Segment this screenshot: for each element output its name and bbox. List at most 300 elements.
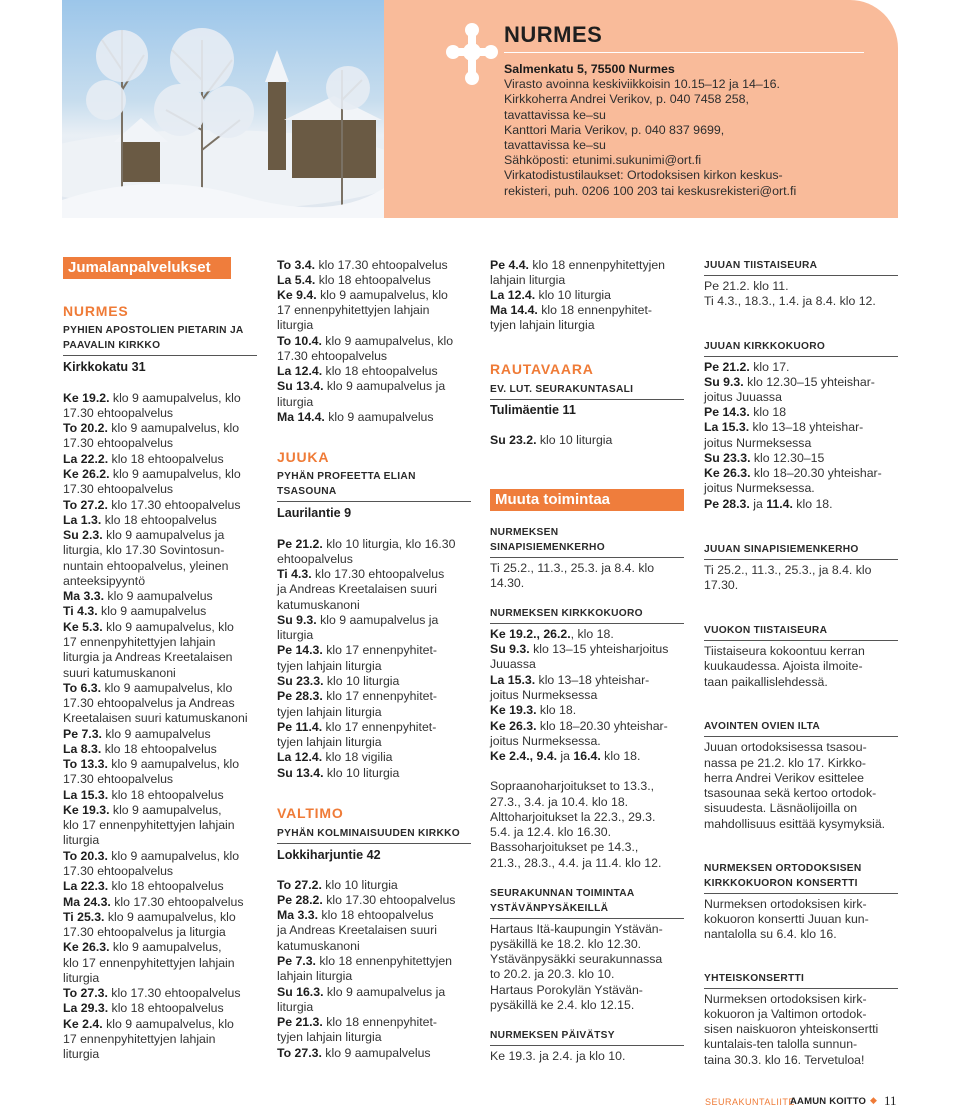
schedule-line: [63, 436, 173, 451]
event-date: To 27.3.: [63, 986, 108, 1000]
event-details: liturgia: [277, 1000, 314, 1014]
event-details: klo 9 aamupalvelus, klo: [102, 1017, 234, 1031]
event-details: suuri katumuskanoni: [63, 666, 176, 680]
schedule-line: [277, 303, 429, 318]
schedule-line: [63, 940, 222, 955]
event-details: Juuassa: [490, 657, 536, 671]
event-date: Pe 7.3.: [277, 954, 316, 968]
event-details: klo 9 aamupalvelus,: [109, 940, 222, 954]
event-details: pysäkillä ke 18.2. klo 12.30.: [490, 937, 642, 951]
event-date: Ma 3.3.: [63, 589, 105, 603]
schedule-line: [490, 856, 661, 871]
schedule-line: [490, 1049, 625, 1064]
event-details: klo 18: [749, 405, 787, 419]
event-details: Ystävänpysäkki seurakunnassa: [490, 952, 663, 966]
schedule-line: [490, 561, 654, 576]
event-date: Su 13.4.: [277, 766, 324, 780]
schedule-line: [704, 405, 786, 420]
schedule-line: [63, 986, 241, 1001]
schedule-line: [490, 688, 597, 703]
event-details: 17.30 ehtoopalvelus: [63, 772, 174, 786]
event-details: 17 ennenpyhitettyjen lahjain: [277, 303, 430, 317]
event-details: Ke 19.3. ja 2.4. ja klo 10.: [490, 1049, 626, 1063]
venue-heading: NURMEKSEN ORTODOKSISEN: [704, 863, 862, 874]
event-details: nantalolla su 6.4. klo 16.: [704, 927, 837, 941]
schedule-line: [277, 410, 434, 425]
event-details: klo 17.30 ehtoopalvelus: [315, 258, 448, 272]
event-details: klo 10 liturgia: [323, 766, 400, 780]
event-date: La 22.3.: [63, 879, 109, 893]
event-details: klo 18 ehtoopalvelus: [108, 452, 224, 466]
event-details: joitus Nurmeksessa.: [490, 734, 601, 748]
event-details: klo 9 aamupalvelus, klo: [107, 757, 240, 771]
event-details: joitus Nurmeksessa.: [704, 481, 815, 495]
event-date: Su 2.3.: [63, 528, 103, 542]
event-details: sisen naiskuoron yhteiskonsertti: [704, 1022, 879, 1036]
schedule-line: [490, 433, 612, 448]
schedule-line: [277, 598, 360, 613]
schedule-line: [704, 756, 866, 771]
event-details: klo 9 aamupalvelus: [104, 589, 213, 603]
event-date: Su 23.2.: [490, 433, 537, 447]
event-date: Ke 26.2.: [63, 467, 110, 481]
schedule-line: [277, 379, 445, 394]
schedule-line: [490, 303, 652, 318]
venue-heading: JUUAN TIISTAISEURA: [704, 260, 818, 271]
event-date: Pe 28.2.: [277, 893, 323, 907]
schedule-line: [63, 803, 222, 818]
event-date: La 12.4.: [490, 288, 536, 302]
event-details: 21.3., 28.3., 4.4. ja 11.4. klo 12.: [490, 856, 662, 870]
event-details: taan paikallislehdessä.: [704, 675, 828, 689]
schedule-line: [277, 288, 448, 303]
section-divider: [490, 918, 684, 919]
schedule-line: [490, 983, 643, 998]
venue-heading: VUOKON TIISTAISEURA: [704, 625, 828, 636]
town-heading: VALTIMO: [277, 805, 344, 821]
event-details: Nurmeksen ortodoksisen kirk-: [704, 992, 867, 1006]
section-divider: [277, 843, 471, 844]
event-date: To 3.4.: [277, 258, 316, 272]
event-date: La 12.4.: [277, 364, 323, 378]
event-details: 17.30 ehtoopalvelus ja liturgia: [63, 925, 226, 939]
event-details: klo 9 aamupalvelus, klo: [101, 681, 233, 695]
event-details: klo 12.30–15: [750, 451, 825, 465]
event-details: klo 18 ehtoopalvelus: [108, 879, 224, 893]
schedule-line: [277, 705, 382, 720]
event-date: La 1.3.: [63, 513, 102, 527]
event-details: ja: [557, 749, 574, 763]
event-details: Hartaus Itä-kaupungin Ystävän-: [490, 922, 663, 936]
town-heading: NURMES: [63, 303, 129, 319]
event-details: liturgia ja Andreas Kreetalaisen: [63, 650, 233, 664]
schedule-line: [490, 795, 628, 810]
event-details: taina 30.3. klo 16. Tervetuloa!: [704, 1053, 865, 1067]
event-details: 17.30.: [704, 578, 739, 592]
schedule-line: [63, 391, 241, 406]
event-details: ja Andreas Kreetalaisen suuri: [277, 923, 437, 937]
venue-address: Laurilantie 9: [277, 506, 352, 520]
schedule-line: [490, 734, 601, 749]
event-details: klo 18 ennenpyhitettyjen: [528, 258, 666, 272]
schedule-line: [490, 825, 611, 840]
schedule-line: [63, 1032, 215, 1047]
event-details: klo 9 aamupalvelus: [97, 604, 207, 618]
event-details: klo 18 ehtoopalvelus: [318, 908, 434, 922]
event-details: klo 10 liturgia: [535, 288, 611, 302]
event-details: tyjen lahjain liturgia: [490, 318, 595, 332]
venue-heading: SINAPISIEMENKERHO: [490, 542, 605, 553]
schedule-line: [277, 939, 360, 954]
schedule-line: [490, 779, 654, 794]
schedule-line: [490, 998, 634, 1013]
schedule-line: [490, 703, 576, 718]
schedule-line: [704, 1022, 878, 1037]
schedule-line: [63, 788, 224, 803]
schedule-line: [277, 537, 455, 552]
event-date: Pe 7.3.: [63, 727, 102, 741]
venue-heading: PAAVALIN KIRKKO: [63, 340, 161, 351]
event-date: Pe 11.4.: [277, 720, 323, 734]
event-details: katumuskanoni: [277, 598, 360, 612]
schedule-line: [277, 954, 452, 969]
schedule-line: [63, 879, 224, 894]
section-divider: [277, 501, 471, 502]
schedule-line: [63, 727, 211, 742]
event-details: 5.4. ja 12.4. klo 16.30.: [490, 825, 612, 839]
schedule-line: [704, 644, 865, 659]
event-details: klo 9 aamupalvelus, klo: [104, 910, 236, 924]
event-date: Pe 14.3.: [277, 643, 323, 657]
event-details: katumuskanoni: [277, 939, 360, 953]
event-details: klo 10 liturgia: [321, 878, 398, 892]
event-details: liturgia: [63, 833, 100, 847]
venue-heading: PYHÄN KOLMINAISUUDEN KIRKKO: [277, 828, 460, 839]
venue-heading: NURMEKSEN KIRKKOKUORO: [490, 608, 643, 619]
event-details: liturgia: [277, 628, 314, 642]
event-date: Ma 14.4.: [277, 410, 325, 424]
section-divider: [704, 640, 898, 641]
contact-line: Sähköposti: etunimi.sukunimi@ort.fi: [504, 153, 702, 168]
event-details: ja: [749, 497, 767, 511]
venue-address: Lokkiharjuntie 42: [277, 848, 381, 862]
event-date: La 15.3.: [63, 788, 109, 802]
section-divider: [490, 557, 684, 558]
section-banner: Muuta toimintaa: [490, 489, 684, 511]
footer-bullet-icon: ◆: [870, 1095, 877, 1105]
schedule-line: [63, 635, 215, 650]
event-date: To 27.3.: [277, 1046, 322, 1060]
schedule-line: [277, 567, 444, 582]
event-date: Ma 3.3.: [277, 908, 319, 922]
schedule-line: [63, 1001, 224, 1016]
event-details: 17 ennenpyhitettyjen lahjain: [63, 635, 216, 649]
event-details: tyjen lahjain liturgia: [277, 735, 382, 749]
contact-line: Salmenkatu 5, 75500 Nurmes: [504, 62, 675, 76]
contact-line: Virkatodistustilaukset: Ortodoksisen kirkon keskus-: [504, 168, 783, 183]
event-details: klo 10 liturgia, klo 16.30: [322, 537, 456, 551]
schedule-line: [704, 436, 811, 451]
event-details: klo 9 aamupalvelus ja: [323, 379, 446, 393]
event-date: To 20.2.: [63, 421, 108, 435]
schedule-line: [63, 574, 145, 589]
event-details: 17.30 ehtoopalvelus: [63, 436, 174, 450]
schedule-line: [63, 925, 226, 940]
schedule-line: [704, 1053, 864, 1068]
contact-line: tavattavissa ke–su: [504, 138, 606, 153]
schedule-line: [704, 927, 837, 942]
event-details: klo 18.: [536, 703, 577, 717]
section-divider: [63, 355, 257, 356]
event-date: Su 16.3.: [277, 985, 324, 999]
schedule-line: [63, 452, 224, 467]
event-details: tsasounaa sekä kertoo ortodok-: [704, 786, 877, 800]
contact-line: rekisteri, puh. 0206 100 203 tai keskusrekisteri@ort.fi: [504, 183, 797, 198]
event-details: klo 18 ehtoopalvelus: [108, 788, 224, 802]
footer-publication-name: AAMUN KOITTO: [790, 1096, 867, 1107]
event-date: Su 13.4.: [277, 379, 324, 393]
event-details: klo 9 aamupalvelus, klo: [107, 421, 240, 435]
schedule-line: [277, 334, 453, 349]
event-details: Bassoharjoitukset pe 14.3.,: [490, 840, 639, 854]
event-details: klo 9 aamupalvelus ja: [102, 528, 225, 542]
section-divider: [490, 623, 684, 624]
event-date: Su 9.3.: [490, 642, 530, 656]
event-date: Pe 28.3.: [704, 497, 750, 511]
event-details: lahjain liturgia: [277, 969, 353, 983]
schedule-line: [63, 757, 239, 772]
contact-line: Kanttori Maria Verikov, p. 040 837 9699,: [504, 122, 725, 137]
event-date: La 8.3.: [63, 742, 102, 756]
event-details: joitus Juuassa: [704, 390, 782, 404]
schedule-line: [704, 992, 867, 1007]
schedule-line: [277, 613, 438, 628]
event-date: Ti 25.3.: [63, 910, 105, 924]
event-details: Tiistaiseura kokoontuu kerran: [704, 644, 865, 658]
venue-heading: JUUAN SINAPISIEMENKERHO: [704, 544, 859, 555]
section-divider: [490, 399, 684, 400]
event-details: tyjen lahjain liturgia: [277, 705, 382, 719]
event-date: La 15.3.: [704, 420, 750, 434]
venue-heading: TSASOUNA: [277, 486, 337, 497]
event-date: Ti 4.3.: [277, 567, 312, 581]
schedule-line: [490, 673, 649, 688]
schedule-line: [490, 922, 663, 937]
schedule-line: [704, 659, 863, 674]
schedule-line: [277, 1015, 437, 1030]
event-details: klo 9 aamupalvelus,: [109, 803, 222, 817]
parish-info-banner: [62, 0, 898, 218]
venue-heading: PYHIEN APOSTOLIEN PIETARIN JA: [63, 325, 244, 336]
title-divider: [504, 52, 864, 53]
event-date: Pe 4.4.: [490, 258, 529, 272]
schedule-line: [490, 576, 524, 591]
event-details: nassa pe 21.2. klo 17. Kirkko-: [704, 756, 866, 770]
event-details: klo 17.30 ehtoopalvelus: [311, 567, 445, 581]
event-details: 27.3., 3.4. ja 10.4. klo 18.: [490, 795, 629, 809]
event-details: anteeksipyyntö: [63, 574, 146, 588]
event-date: Ke 5.3.: [63, 620, 103, 634]
event-details: klo 9 aamupalvelus, klo: [107, 849, 240, 863]
event-details: Ti 25.2., 11.3., 25.3., ja 8.4. klo: [704, 563, 872, 577]
schedule-line: [277, 659, 382, 674]
schedule-line: [63, 1047, 99, 1062]
event-details: Ti 25.2., 11.3., 25.3. ja 8.4. klo: [490, 561, 655, 575]
venue-heading: KIRKKOKUORON KONSERTTI: [704, 878, 858, 889]
schedule-line: [63, 696, 235, 711]
event-details: klo 17 ennenpyhitettyjen lahjain: [63, 818, 235, 832]
section-divider: [704, 736, 898, 737]
event-details: kokuoron konsertti Juuan kun-: [704, 912, 869, 926]
schedule-line: [704, 1037, 857, 1052]
orthodox-cross-icon: [446, 22, 498, 86]
event-date: La 22.2.: [63, 452, 109, 466]
event-details: klo 13–15 yhteisharjoitus: [529, 642, 669, 656]
schedule-line: [277, 1046, 431, 1061]
event-details: klo 18 ehtoopalvelus: [322, 364, 438, 378]
schedule-line: [490, 627, 614, 642]
schedule-line: [704, 481, 815, 496]
schedule-line: [490, 273, 565, 288]
event-details: klo 18–20.30 yhteishar-: [536, 719, 668, 733]
event-details: klo 17 ennenpyhitet-: [322, 643, 437, 657]
event-details: liturgia: [63, 971, 100, 985]
event-details: klo 18 ehtoopalvelus: [101, 513, 217, 527]
schedule-line: [63, 482, 173, 497]
event-details: klo 17.30 ehtoopalvelus: [107, 498, 241, 512]
event-details: 17.30 ehtoopalvelus: [63, 406, 174, 420]
event-details: klo 9 aamupalvelus ja: [323, 985, 446, 999]
event-date: Ke 2.4., 9.4.: [490, 749, 557, 763]
event-details: klo 9 aamupalvelus: [321, 1046, 431, 1060]
event-details: klo 9 aamupalvelus, klo: [321, 334, 454, 348]
event-details: liturgia: [277, 395, 314, 409]
schedule-line: [277, 878, 398, 893]
schedule-line: [704, 771, 864, 786]
event-details: klo 18 ennenpyhitet-: [537, 303, 653, 317]
venue-heading: NURMEKSEN: [490, 527, 559, 538]
event-details: liturgia: [277, 318, 314, 332]
schedule-line: [63, 1017, 234, 1032]
schedule-line: [63, 833, 99, 848]
event-details: klo 17 ennenpyhitet-: [322, 689, 437, 703]
event-details: 17.30 ehtoopalvelus ja Andreas: [63, 696, 235, 710]
event-date: Pe 28.3.: [277, 689, 323, 703]
event-date: Ke 26.3.: [490, 719, 537, 733]
venue-heading: JUUAN KIRKKOKUORO: [704, 341, 826, 352]
venue-heading: NURMEKSEN PÄIVÄTSY: [490, 1030, 615, 1041]
event-details: mahdollisuus esittää kysymyksiä.: [704, 817, 886, 831]
schedule-line: [704, 294, 876, 309]
event-details: sisuudesta. Läsnäolijoilla on: [704, 801, 858, 815]
schedule-line: [277, 643, 437, 658]
event-details: klo 9 aamupalvelus, klo: [109, 391, 241, 405]
event-details: 14.30.: [490, 576, 525, 590]
event-details: kuntalais-ten talolla sunnun-: [704, 1037, 858, 1051]
event-date: Su 9.3.: [277, 613, 317, 627]
event-date: To 10.4.: [277, 334, 322, 348]
event-details: 17.30 ehtoopalvelus: [63, 482, 174, 496]
event-date: Ke 9.4.: [277, 288, 317, 302]
schedule-line: [277, 689, 437, 704]
event-details: klo 18 ennenpyhitet-: [322, 1015, 437, 1029]
schedule-line: [704, 675, 828, 690]
schedule-line: [63, 772, 173, 787]
event-date: La 15.3.: [490, 673, 536, 687]
event-date: To 13.3.: [63, 757, 108, 771]
winter-church-photo: [62, 0, 384, 218]
event-details: to 20.2. ja 20.3. klo 10.: [490, 967, 615, 981]
event-date: Pe 21.2.: [704, 360, 750, 374]
event-details: klo 13–18 yhteishar-: [749, 420, 864, 434]
schedule-line: [704, 279, 789, 294]
schedule-line: [277, 395, 313, 410]
schedule-line: [63, 681, 232, 696]
schedule-line: [704, 817, 885, 832]
event-details: klo 18 ehtoopalvelus: [315, 273, 431, 287]
schedule-line: [277, 674, 399, 689]
event-details: , klo 18.: [570, 627, 614, 641]
venue-address: Tulimäentie 11: [490, 403, 576, 417]
event-details: klo 18 ehtoopalvelus: [108, 1001, 224, 1015]
event-details: nuntain ehtoopalvelus, yleinen: [63, 559, 229, 573]
town-heading: RAUTAVAARA: [490, 361, 594, 377]
schedule-line: [63, 971, 99, 986]
schedule-line: [704, 497, 833, 512]
schedule-line: [63, 956, 235, 971]
schedule-line: [490, 952, 662, 967]
event-details: ehtoopalvelus: [277, 552, 353, 566]
event-date: Su 23.3.: [277, 674, 324, 688]
event-details: liturgia: [63, 1047, 100, 1061]
schedule-line: [277, 923, 437, 938]
schedule-line: [277, 1030, 382, 1045]
event-details: klo 9 aamupalvelus: [324, 410, 434, 424]
section-divider: [704, 356, 898, 357]
schedule-line: [63, 910, 236, 925]
event-details: Juuan ortodoksisessa tsasou-: [704, 740, 867, 754]
schedule-line: [490, 719, 668, 734]
event-details: klo 9 aamupalvelus ja: [316, 613, 439, 627]
schedule-line: [277, 1000, 313, 1015]
schedule-line: [277, 628, 313, 643]
schedule-line: [490, 937, 641, 952]
schedule-line: [277, 552, 353, 567]
schedule-line: [63, 666, 176, 681]
section-divider: [704, 988, 898, 989]
event-details: klo 18 ennenpyhitettyjen: [315, 954, 453, 968]
schedule-line: [490, 840, 638, 855]
schedule-line: [704, 1007, 866, 1022]
schedule-line: [63, 559, 228, 574]
schedule-line: [490, 810, 655, 825]
event-date: Su 23.3.: [704, 451, 751, 465]
event-date: To 27.2.: [277, 878, 322, 892]
schedule-line: [277, 273, 431, 288]
event-date: To 6.3.: [63, 681, 102, 695]
schedule-line: [277, 985, 445, 1000]
event-details: ja Andreas Kreetalaisen suuri: [277, 582, 437, 596]
event-details: Nurmeksen ortodoksisen kirk-: [704, 897, 867, 911]
footer-section-label: SEURAKUNTALIITE: [705, 1097, 795, 1107]
schedule-line: [277, 969, 352, 984]
schedule-line: [63, 498, 241, 513]
schedule-line: [63, 711, 248, 726]
event-details: tyjen lahjain liturgia: [277, 1030, 382, 1044]
event-details: klo 10 liturgia: [536, 433, 613, 447]
event-details: klo 18–20.30 yhteishar-: [750, 466, 882, 480]
schedule-line: [63, 895, 244, 910]
